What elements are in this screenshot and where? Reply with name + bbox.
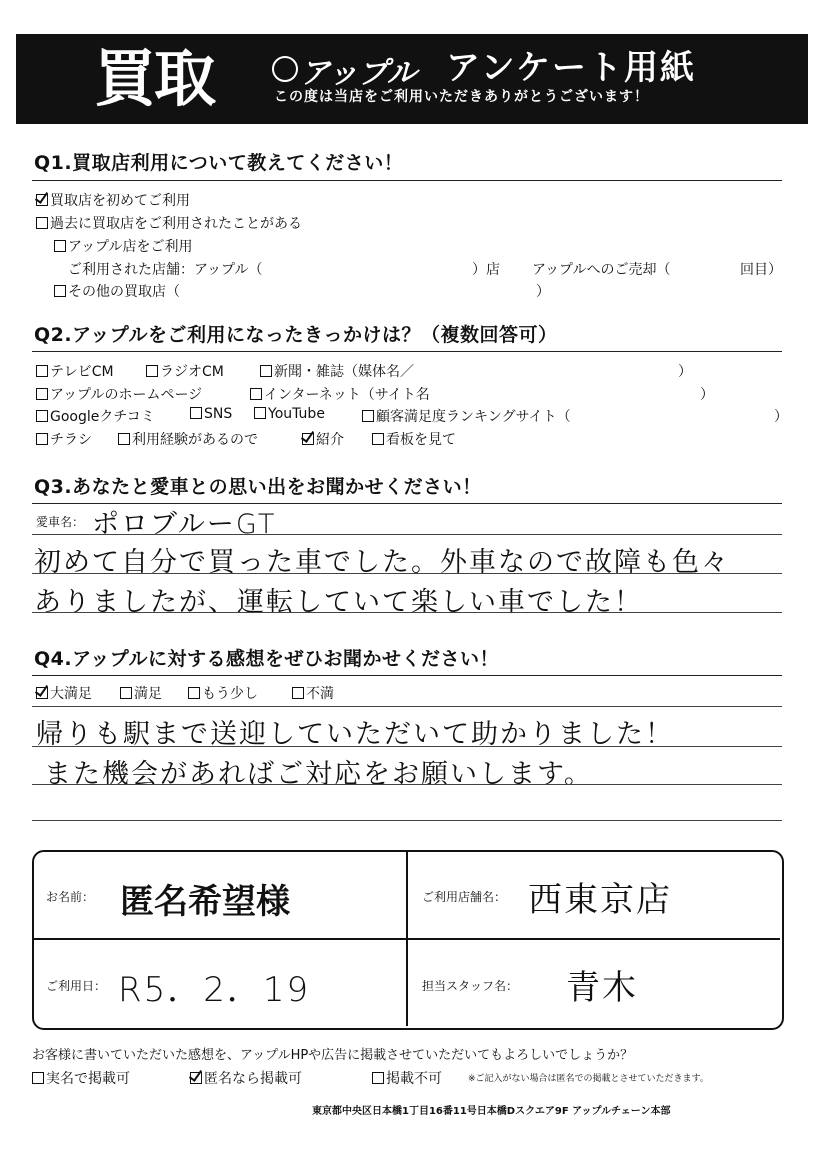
q1-store-label: ご利用された店舗：アップル（ xyxy=(68,262,263,278)
card-staff-label: 担当スタッフ名： xyxy=(422,979,519,993)
apple-logo-icon xyxy=(272,56,298,82)
q3-line xyxy=(32,573,782,574)
q4-answer-line2: また機会があればご対応をお願いします。 xyxy=(44,759,593,790)
q1-store-suffix: ）店 xyxy=(472,262,500,278)
checkbox[interactable] xyxy=(120,687,132,699)
card-staff-value: 青木 xyxy=(566,968,638,1008)
footer-opt-real[interactable]: 実名で掲載可 xyxy=(32,1068,130,1088)
q3-answer-line2: ありましたが、運転していて楽しい車でした！ xyxy=(34,587,643,618)
q4-opt-more[interactable]: もう少し xyxy=(188,683,258,703)
checkbox-checked[interactable] xyxy=(190,1072,202,1084)
checkbox[interactable] xyxy=(32,1072,44,1084)
q3-heading: Q3.あなたと愛車との思い出をお聞かせください！ xyxy=(34,476,482,498)
q4-opt-bad[interactable]: 不満 xyxy=(292,683,334,703)
q4-line xyxy=(32,746,782,747)
header-title: アンケート用紙 xyxy=(446,48,696,88)
card-name-label: お名前： xyxy=(46,890,95,904)
q2-opt-sns[interactable]: SNS xyxy=(190,406,232,422)
q2-rule xyxy=(32,351,782,352)
checkbox[interactable] xyxy=(190,407,202,419)
q2-opt-exp[interactable]: 利用経験があるので xyxy=(118,429,258,449)
q4-heading: Q4.アップルに対する感想をぜひお聞かせください！ xyxy=(34,648,500,670)
q1-opt-apple[interactable]: アップル店をご利用 xyxy=(54,236,192,256)
q2-heading: Q2.アップルをご利用になったきっかけは？（複数回答可） xyxy=(34,324,558,346)
card-store-label: ご利用店舗名： xyxy=(422,890,507,904)
q3-line xyxy=(32,534,782,535)
q2-opt-paper[interactable]: 新聞・雑誌（媒体名／ xyxy=(260,361,414,381)
card-date-value: R5．2．19 xyxy=(118,970,311,1010)
header-big-title: 買取 xyxy=(94,42,215,115)
checkbox-checked[interactable] xyxy=(302,433,314,445)
header-logo: アップル xyxy=(300,56,417,91)
checkbox[interactable] xyxy=(54,285,66,297)
q4-line xyxy=(32,784,782,785)
card-divider xyxy=(34,938,780,940)
checkbox[interactable] xyxy=(146,365,158,377)
checkbox[interactable] xyxy=(372,1072,384,1084)
q3-car-label: 愛車名： xyxy=(36,515,85,529)
q2-net-close: ） xyxy=(700,387,714,403)
q2-opt-tv[interactable]: テレビCM xyxy=(36,361,114,381)
q4-opt-great[interactable]: 大満足 xyxy=(36,683,92,703)
q3-answer-line1: 初めて自分で買った車でした。外車なので故障も色々 xyxy=(34,547,730,578)
card-date-label: ご利用日： xyxy=(46,979,107,993)
q1-opt-other[interactable]: その他の買取店（ xyxy=(54,281,180,301)
q2-opt-rank[interactable]: 顧客満足度ランキングサイト（ xyxy=(362,406,571,426)
checkbox[interactable] xyxy=(36,433,48,445)
q2-opt-google[interactable]: Googleクチコミ xyxy=(36,406,155,426)
card-store-value: 西東京店 xyxy=(528,880,672,920)
header-subtitle: この度は当店をご利用いただきありがとうございます！ xyxy=(274,89,649,105)
checkbox[interactable] xyxy=(36,388,48,400)
checkbox[interactable] xyxy=(36,410,48,422)
footer-address: 東京都中央区日本橋1丁目16番11号日本橋Dスクエア9F アップルチェーン本部 xyxy=(312,1106,671,1117)
q2-opt-youtube[interactable]: YouTube xyxy=(254,406,325,422)
q3-line xyxy=(32,612,782,613)
q2-opt-sign[interactable]: 看板を見て xyxy=(372,429,456,449)
checkbox[interactable] xyxy=(292,687,304,699)
checkbox[interactable] xyxy=(36,217,48,229)
footer-question: お客様に書いていただいた感想を、アップルHPや広告に掲載させていただいてもよろしいでしょうか？ xyxy=(32,1048,634,1063)
checkbox[interactable] xyxy=(54,240,66,252)
footer-opt-no[interactable]: 掲載不可 xyxy=(372,1068,442,1088)
q2-opt-radio[interactable]: ラジオCM xyxy=(146,361,224,381)
footer-note: ※ご記入がない場合は匿名での掲載とさせていただきます。 xyxy=(468,1074,709,1084)
q2-paper-close: ） xyxy=(678,364,692,380)
checkbox[interactable] xyxy=(188,687,200,699)
checkbox-checked[interactable] xyxy=(36,687,48,699)
q2-rank-close: ） xyxy=(774,409,788,425)
q3-car-name: ポロブルーGT xyxy=(92,509,277,540)
q1-rule xyxy=(32,180,782,181)
checkbox[interactable] xyxy=(254,407,266,419)
q1-other-close: ） xyxy=(536,284,550,300)
q4-line xyxy=(32,820,782,821)
header-banner xyxy=(16,34,808,124)
footer-opt-anon[interactable]: 匿名なら掲載可 xyxy=(190,1068,302,1088)
q1-opt-first[interactable]: 買取店を初めてご利用 xyxy=(36,190,190,210)
q2-opt-net[interactable]: インターネット（サイト名 xyxy=(250,384,430,404)
checkbox[interactable] xyxy=(372,433,384,445)
checkbox[interactable] xyxy=(250,388,262,400)
q4-line xyxy=(32,706,782,707)
checkbox[interactable] xyxy=(118,433,130,445)
q2-opt-flyer[interactable]: チラシ xyxy=(36,429,92,449)
q1-heading: Q1.買取店利用について教えてください！ xyxy=(34,152,404,174)
q1-opt-past[interactable]: 過去に買取店をご利用されたことがある xyxy=(36,213,302,233)
checkbox-checked[interactable] xyxy=(36,194,48,206)
q1-sold-label: アップルへのご売却（ xyxy=(532,262,671,278)
q2-opt-intro[interactable]: 紹介 xyxy=(302,429,344,449)
checkbox[interactable] xyxy=(362,410,374,422)
checkbox[interactable] xyxy=(36,365,48,377)
q4-rule xyxy=(32,675,782,676)
q4-opt-good[interactable]: 満足 xyxy=(120,683,162,703)
checkbox[interactable] xyxy=(260,365,272,377)
q1-sold-suffix: 回目） xyxy=(740,262,782,278)
q4-answer-line1: 帰りも駅まで送迎していただいて助かりました！ xyxy=(36,719,674,750)
q2-opt-hp[interactable]: アップルのホームページ xyxy=(36,384,202,404)
card-name-value: 匿名希望様 xyxy=(120,882,290,922)
